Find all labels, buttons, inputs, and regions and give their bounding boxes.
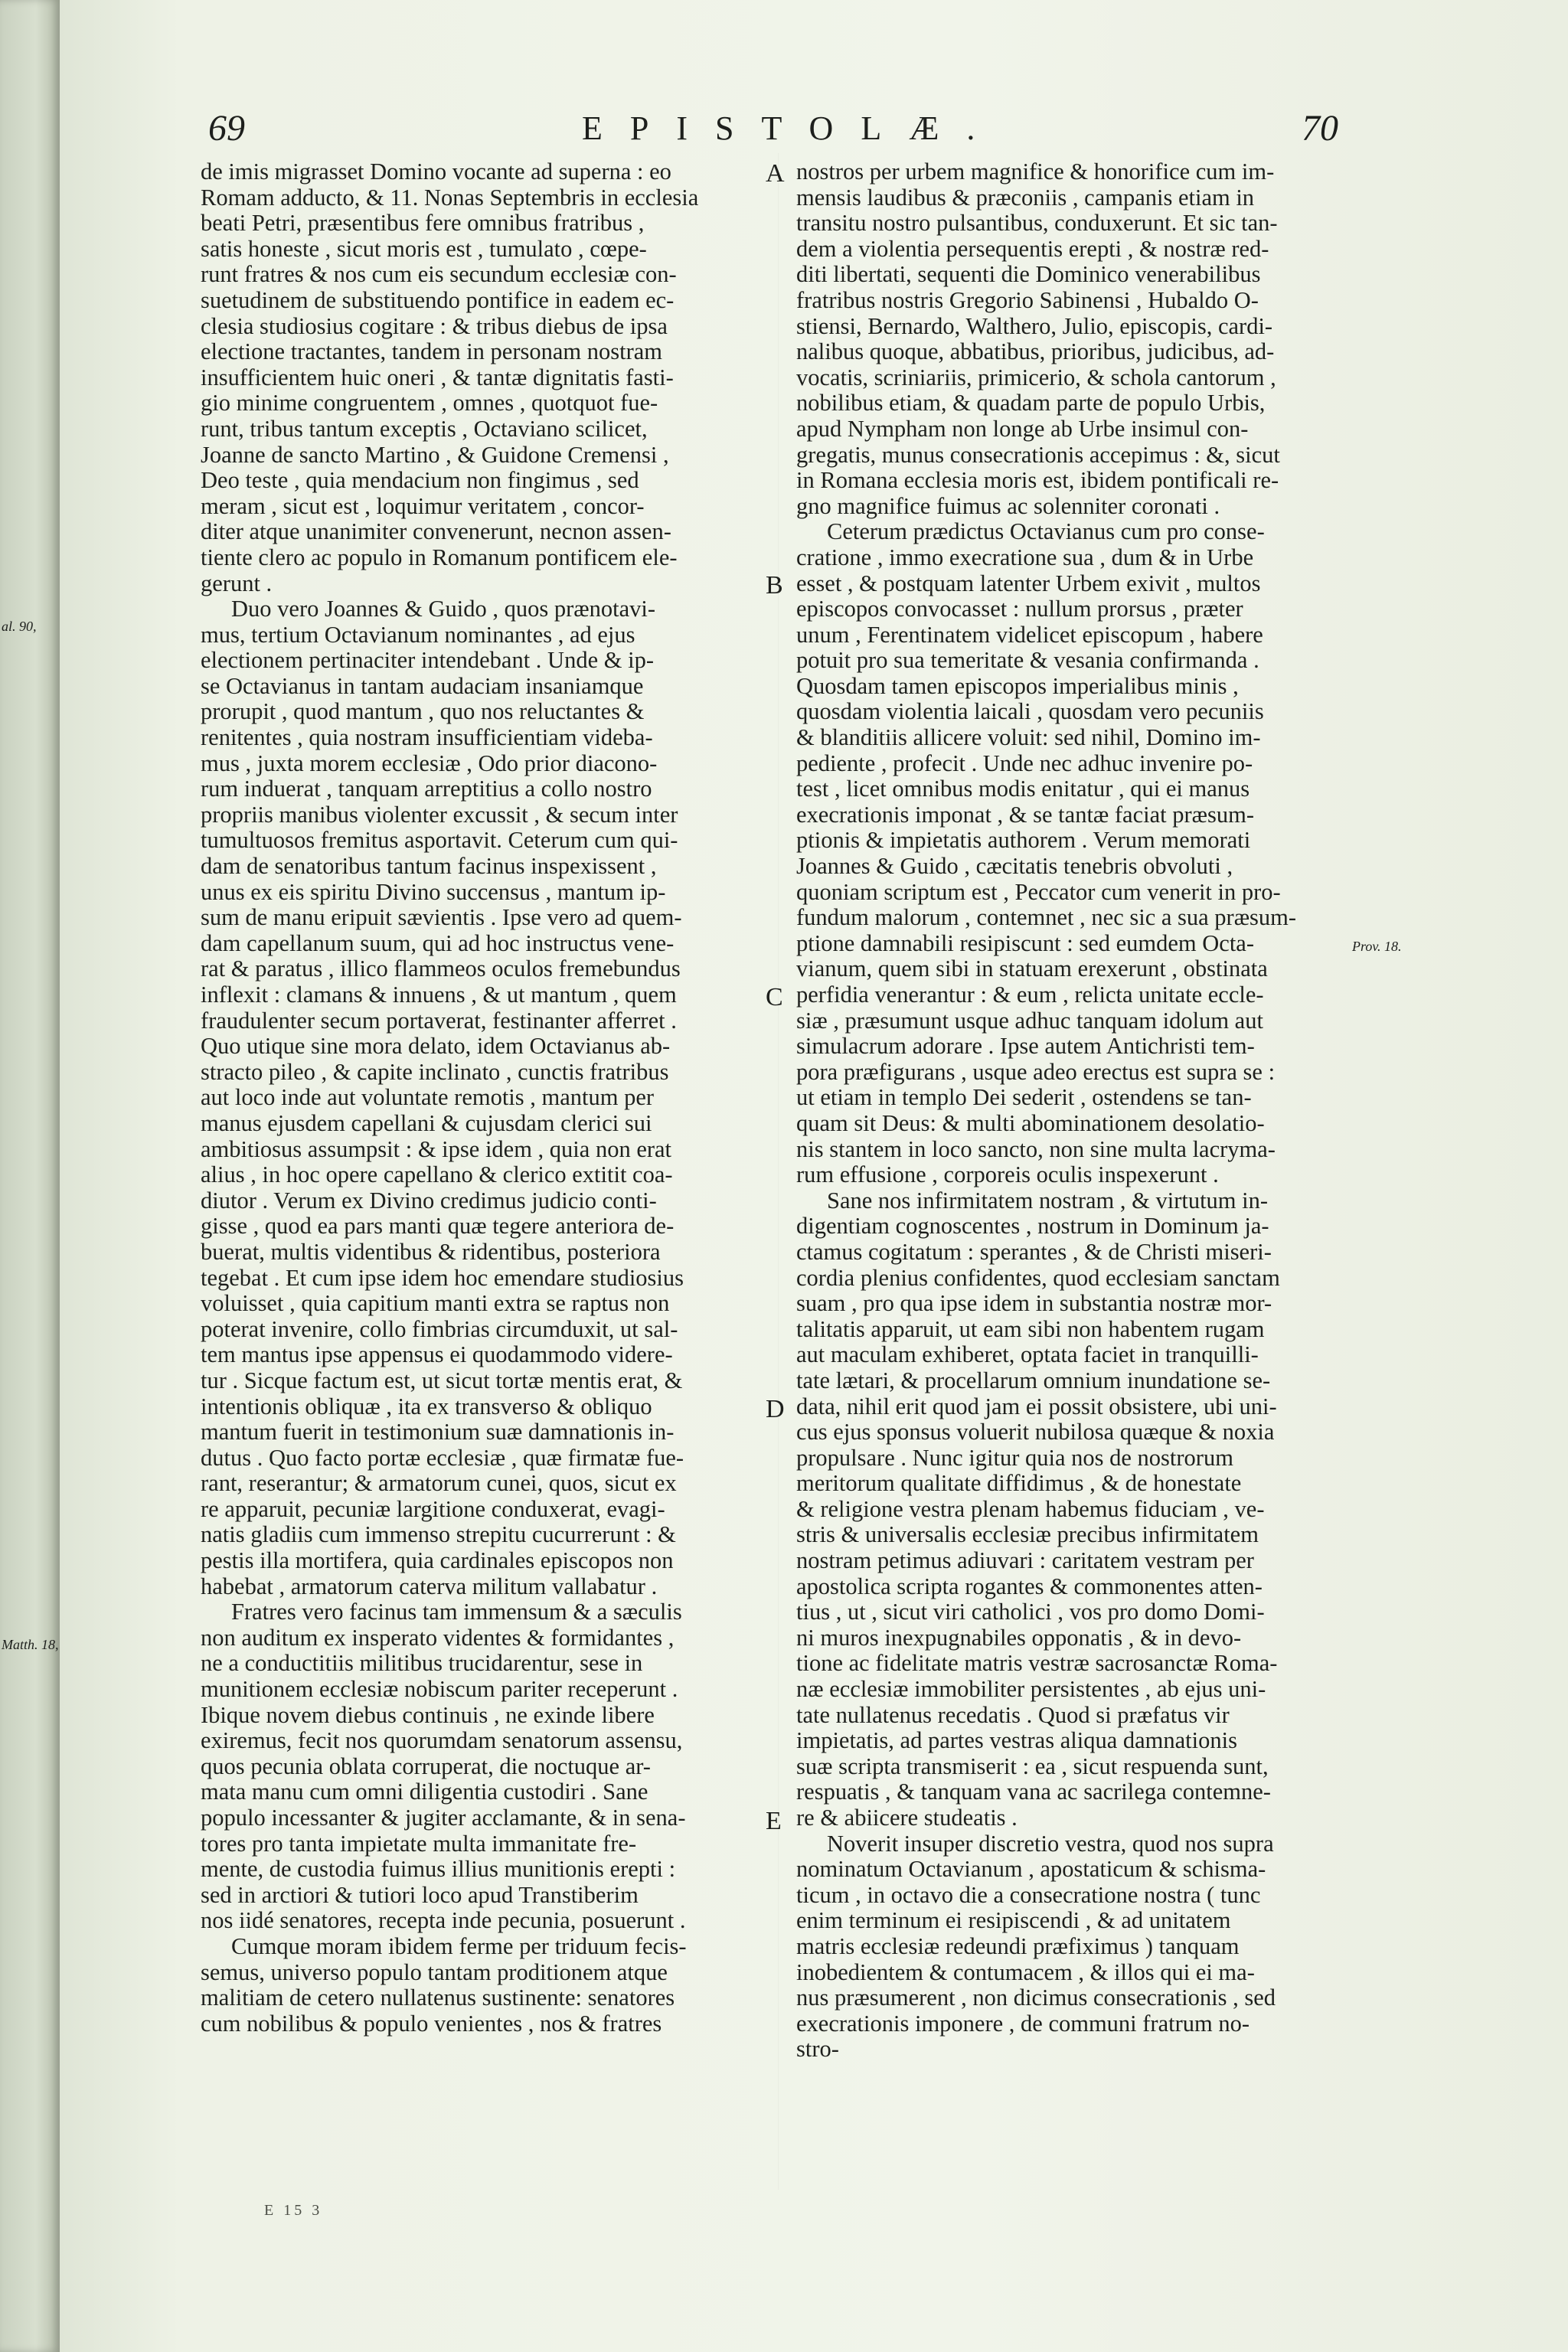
- text-line: unum , Ferentinatem videlicet episcopum , habere: [796, 622, 1263, 648]
- text-line: populo incessanter & jugiter acclamante, & in sena-: [201, 1805, 686, 1831]
- text-line: re & abiicere studeatis .: [796, 1805, 1018, 1831]
- text-line: mus, tertium Octavianum nominantes , ad ejus: [201, 622, 635, 648]
- text-line: cordia plenius confidentes, quod ecclesiam sanctam: [796, 1265, 1280, 1291]
- text-line: mantum fuerit in testimonium suæ damnationis in-: [201, 1419, 675, 1446]
- text-line: gregatis, munus consecrationis accepimus : &, sicut: [796, 442, 1280, 468]
- text-line: Ceterum prædictus Octavianus cum pro conse-: [827, 519, 1265, 545]
- text-line: suam , pro qua ipse idem in substantia nostræ mor-: [796, 1291, 1272, 1317]
- text-line: buerat, multis videntibus & ridentibus, posteriora: [201, 1239, 661, 1265]
- column-separator: [778, 153, 779, 2190]
- text-line: runt fratres & nos cum eis secundum ecclesiæ con-: [201, 262, 677, 288]
- text-line: nostram petimus adiuvari : caritatem vestram per: [796, 1548, 1254, 1574]
- text-line: suetudinem de substituendo pontifice in eadem ec-: [201, 287, 675, 313]
- text-line: tegebat . Et cum ipse idem hoc emendare studiosius: [201, 1265, 684, 1291]
- text-line: test , licet omnibus modis enitatur , qui ei manus: [796, 776, 1250, 802]
- text-line: næ ecclesiæ immobiliter persistentes , ab ejus uni-: [796, 1677, 1266, 1703]
- text-column-right: [796, 159, 1351, 2063]
- text-line: ni muros inexpugnabiles opponatis , & in devo-: [796, 1625, 1242, 1651]
- text-line: manus ejusdem capellani & cujusdam clerici sui: [201, 1110, 652, 1136]
- text-line: Romam adducto, & 11. Nonas Septembris in ecclesia: [201, 185, 699, 211]
- text-line: inobedientem & contumacem , & illos qui ei ma-: [796, 1959, 1255, 1985]
- section-marker-b: B: [766, 571, 783, 599]
- text-line: cus ejus sponsus voluerit nubilosa quæque & noxia: [796, 1419, 1275, 1446]
- text-line: vianum, quem sibi in statuam erexerunt , obstinata: [796, 956, 1268, 982]
- text-line: tumultuosos fremitus asportavit. Ceterum cum qui-: [201, 828, 678, 854]
- text-line: se Octavianus in tantam audaciam insaniamque: [201, 673, 644, 699]
- text-line: esset , & postquam latenter Urbem exivit , multos: [796, 570, 1261, 596]
- text-line: aut maculam exhiberet, optata faciet in tranquilli-: [796, 1342, 1259, 1368]
- text-line: habebat , armatorum caterva militum vallabatur .: [201, 1573, 658, 1599]
- text-line: vocatis, scriniariis, primicerio, & schola cantorum ,: [796, 364, 1276, 390]
- text-line: tur . Sicque factum est, ut sicut tortæ mentis erat, &: [201, 1367, 683, 1393]
- text-line: nus præsumerent , non dicimus consecrationis , sed: [796, 1985, 1276, 2011]
- text-line: Noverit insuper discretio vestra, quod nos supra: [827, 1831, 1274, 1857]
- text-line: munitionem ecclesiæ nobiscum pariter receperunt .: [201, 1677, 678, 1703]
- text-line: nominatum Octavianum , apostaticum & schisma-: [796, 1857, 1266, 1883]
- text-line: stris & universalis ecclesiæ precibus infirmitatem: [796, 1522, 1259, 1548]
- text-line: non auditum ex insperato videntes & formidantes ,: [201, 1625, 675, 1651]
- text-line: ctamus cogitatum : sperantes , & de Christi miseri-: [796, 1239, 1272, 1265]
- text-line: aut loco inde aut voluntate remotis , mantum per: [201, 1085, 655, 1111]
- text-line: cum nobilibus & populo venientes , nos & fratres: [201, 2011, 662, 2037]
- text-line: tius , ut , sicut viri catholici , vos pro domo Domi-: [796, 1599, 1265, 1625]
- text-line: insufficientem huic oneri , & tantæ dignitatis fasti-: [201, 364, 674, 390]
- text-line: dutus . Quo facto portæ ecclesiæ , quæ firmatæ fue-: [201, 1445, 684, 1471]
- text-line: rat & paratus , illico flammeos oculos fremebundus: [201, 956, 681, 982]
- text-line: prorupit , quod mantum , quo nos reluctantes &: [201, 699, 645, 725]
- text-line: gio minime congruentem , omnes , quotquot fue-: [201, 390, 658, 416]
- text-line: electione tractantes, tandem in personam nostram: [201, 339, 663, 365]
- text-line: digentiam cognoscentes , nostrum in Dominum ja-: [796, 1214, 1269, 1240]
- section-marker-a: A: [766, 159, 785, 188]
- text-line: semus, universo populo tantam proditionem atque: [201, 1959, 668, 1985]
- text-line: nalibus quoque, abbatibus, prioribus, judicibus, ad-: [796, 339, 1275, 365]
- text-line: natis gladiis cum immenso strepitu cucurrerunt : &: [201, 1522, 676, 1548]
- text-line: tione ac fidelitate matris vestræ sacrosanctæ Roma-: [796, 1651, 1278, 1677]
- text-line: stro-: [796, 2037, 839, 2063]
- text-line: quosdam violentia laicali , quosdam vero pecuniis: [796, 699, 1264, 725]
- text-line: gisse , quod ea pars manti quæ tegere anteriora de-: [201, 1214, 675, 1240]
- text-line: rum induerat , tanquam arreptitius a collo nostro: [201, 776, 652, 802]
- text-line: poterat invenire, collo fimbrias circumduxit, ut sal-: [201, 1316, 678, 1342]
- text-line: ut etiam in templo Dei sederit , ostendens se tan-: [796, 1085, 1252, 1111]
- margin-note-right: Prov. 18.: [1352, 939, 1402, 954]
- text-line: intentionis obliquæ , ita ex transverso & obliquo: [201, 1393, 652, 1419]
- text-line: renitentes , quia nostram insufficientiam videba-: [201, 725, 653, 751]
- text-line: rant, reserantur; & armatorum cunei, quos, sicut ex: [201, 1471, 677, 1497]
- text-line: sum de manu eripuit sævientis . Ipse vero ad quem-: [201, 905, 682, 931]
- text-line: meritorum qualitate diffidimus , & de honestate: [796, 1471, 1242, 1497]
- text-line: tate nullatenus recedatis . Quod si præfatus vir: [796, 1702, 1230, 1728]
- text-line: matris ecclesiæ redeundi præfiximus ) tanquam: [796, 1933, 1240, 1959]
- text-line: propriis manibus violenter excussit , & secum inter: [201, 802, 678, 828]
- text-line: nos iidé senatores, recepta inde pecunia, posuerunt .: [201, 1908, 686, 1934]
- text-line: dem a violentia persequentis erepti , & nostræ red-: [796, 236, 1269, 262]
- text-column-left: [201, 159, 776, 2037]
- text-line: mente, de custodia fuimus illius munitionis erepti :: [201, 1857, 676, 1883]
- margin-note-left-bottom: Matth. 18,: [2, 1637, 59, 1652]
- running-title: EPISTOLÆ.: [582, 109, 1003, 147]
- text-line: impietatis, ad partes vestras aliqua damnationis: [796, 1728, 1237, 1754]
- section-marker-c: C: [766, 983, 783, 1011]
- text-line: Quosdam tamen episcopos imperialibus minis ,: [796, 673, 1239, 699]
- text-line: propulsare . Nunc igitur quia nos de nostrorum: [796, 1445, 1233, 1471]
- text-line: Ibique novem diebus continuis , ne exinde libere: [201, 1702, 655, 1728]
- text-line: Sane nos infirmitatem nostram , & virtutum in-: [827, 1187, 1269, 1214]
- text-line: ticum , in octavo die a consecratione nostra ( tunc: [796, 1882, 1261, 1908]
- text-line: in Romana ecclesia moris est, ibidem pontificali re-: [796, 468, 1279, 494]
- text-line: voluisset , quia capitium manti extra se raptus non: [201, 1291, 670, 1317]
- text-line: ambitiosus assumpsit : & ipse idem , quia non erat: [201, 1136, 672, 1162]
- text-line: sed in arctiori & tutiori loco apud Transtiberim: [201, 1882, 639, 1908]
- section-marker-d: D: [766, 1395, 785, 1423]
- text-line: Joannes & Guido , cæcitatis tenebris obvoluti ,: [796, 854, 1233, 880]
- text-line: dam capellanum suum, qui ad hoc instructus vene-: [201, 930, 675, 956]
- text-line: enim terminum ei resipiscendi , & ad unitatem: [796, 1908, 1231, 1934]
- text-line: Fratres vero facinus tam immensum & a sæculis: [231, 1599, 682, 1625]
- section-marker-e: E: [766, 1807, 782, 1835]
- text-line: & religione vestra plenam habemus fiduciam , ve-: [796, 1496, 1265, 1522]
- text-line: ne a conductitiis militibus trucidarentur, sese in: [201, 1651, 643, 1677]
- text-line: ptione damnabili resipiscunt : sed eumdem Octa-: [796, 930, 1254, 956]
- text-line: malitiam de cetero nullatenus sustinente: senatores: [201, 1985, 675, 2011]
- text-line: alius , in hoc opere capellano & clerico extitit coa-: [201, 1162, 673, 1188]
- text-line: nobilibus etiam, & quadam parte de populo Urbis,: [796, 390, 1266, 416]
- text-line: perfidia venerantur : & eum , relicta unitate eccle-: [796, 982, 1264, 1008]
- page-number-right: 70: [1302, 108, 1338, 149]
- text-line: mensis laudibus & præconiis , campanis etiam in: [796, 185, 1255, 211]
- text-line: exiremus, fecit nos quorumdam senatorum assensu,: [201, 1728, 683, 1754]
- text-line: clesia studiosius cogitare : & tribus diebus de ipsa: [201, 313, 668, 339]
- text-line: respuatis , & tanquam vana ac sacrilega contemne-: [796, 1779, 1271, 1805]
- text-line: fraudulenter secum portaverat, festinanter afferret .: [201, 1008, 677, 1034]
- text-line: tate lætari, & procellarum omnium inundatione se-: [796, 1367, 1271, 1393]
- text-line: dam de senatoribus tantum facinus inspexissent ,: [201, 854, 657, 880]
- text-line: diti libertati, sequenti die Dominico venerabilibus: [796, 262, 1261, 288]
- text-line: inflexit : clamans & innuens , & ut mantum , quem: [201, 982, 677, 1008]
- text-line: Duo vero Joannes & Guido , quos prænotavi-: [231, 596, 656, 622]
- text-line: fratribus nostris Gregorio Sabinensi , Hubaldo O-: [796, 287, 1259, 313]
- text-line: pediente , profecit . Unde nec adhuc invenire po-: [796, 750, 1253, 776]
- text-line: quos pecunia oblata corruperat, die noctuque ar-: [201, 1753, 651, 1779]
- text-line: execrationis imponere , de communi fratrum no-: [796, 2011, 1250, 2037]
- text-line: data, nihil erit quod jam ei possit obsistere, ubi uni-: [796, 1393, 1277, 1419]
- text-line: electionem pertinaciter intendebant . Unde & ip-: [201, 648, 654, 674]
- text-line: simulacrum adorare . Ipse autem Antichristi tem-: [796, 1034, 1255, 1060]
- text-line: quam sit Deus: & multi abominationem desolatio-: [796, 1110, 1265, 1136]
- text-line: runt, tribus tantum exceptis , Octaviano scilicet,: [201, 416, 648, 442]
- text-line: rum effusione , corporeis oculis inspexerunt .: [796, 1162, 1219, 1188]
- text-line: episcopos convocasset : nullum prorsus , præter: [796, 596, 1243, 622]
- text-line: stracto pileo , & capite inclinato , cunctis fratribus: [201, 1059, 669, 1085]
- text-line: beati Petri, præsentibus fere omnibus fratribus ,: [201, 211, 645, 237]
- text-line: Quo utique sine mora delato, idem Octavianus ab-: [201, 1034, 671, 1060]
- text-line: ptionis & impietatis authorem . Verum memorati: [796, 828, 1251, 854]
- page-number-left: 69: [208, 108, 245, 149]
- text-line: mus , juxta morem ecclesiæ , Odo prior diacono-: [201, 750, 658, 776]
- text-line: gno magnifice fuimus ac solenniter coronati .: [796, 493, 1220, 519]
- text-line: nostros per urbem magnifice & honorifice cum im-: [796, 159, 1275, 185]
- margin-note-left-top: al. 90,: [2, 619, 37, 634]
- text-line: gerunt .: [201, 570, 273, 596]
- text-line: Deo teste , quia mendacium non fingimus , sed: [201, 468, 639, 494]
- text-line: Joanne de sancto Martino , & Guidone Cremensi ,: [201, 442, 669, 468]
- book-gutter: [0, 0, 60, 2352]
- text-line: potuit pro sua temeritate & vesania confirmanda .: [796, 648, 1259, 674]
- page-header: [0, 107, 1568, 161]
- text-line: stiensi, Bernardo, Walthero, Julio, episcopis, cardi-: [796, 313, 1273, 339]
- footer-mark: E 15 3: [264, 2202, 323, 2219]
- text-line: quoniam scriptum est , Peccator cum venerit in pro-: [796, 879, 1281, 905]
- text-line: satis honeste , sicut moris est , tumulato , cœpe-: [201, 236, 647, 262]
- text-line: fundum malorum , contemnet , nec sic a sua præsum-: [796, 905, 1297, 931]
- text-line: mata manu cum omni diligentia custodiri . Sane: [201, 1779, 648, 1805]
- text-line: cratione , immo execratione sua , dum & in Urbe: [796, 544, 1254, 570]
- text-line: diter atque unanimiter convenerunt, necnon assen-: [201, 519, 671, 545]
- text-line: & blanditiis allicere voluit: sed nihil, Domino im-: [796, 725, 1261, 751]
- text-line: meram , sicut est , loquimur veritatem , concor-: [201, 493, 645, 519]
- text-line: apostolica scripta rogantes & commonentes atten-: [796, 1573, 1263, 1599]
- text-line: tores pro tanta impietate multa immanitate fre-: [201, 1831, 637, 1857]
- text-line: transitu nostro pulsantibus, conduxerunt. Et sic tan-: [796, 211, 1278, 237]
- text-line: nis stantem in loco sancto, non sine multa lacryma-: [796, 1136, 1276, 1162]
- text-line: execrationis imponat , & se tantæ faciat præsum-: [796, 802, 1254, 828]
- text-line: suæ scripta transmiserit : ea , sicut respuenda sunt,: [796, 1753, 1269, 1779]
- text-line: tem mantus ipse appensus ei quodammodo videre-: [201, 1342, 673, 1368]
- text-line: unus ex eis spiritu Divino succensus , mantum ip-: [201, 879, 666, 905]
- text-line: de imis migrasset Domino vocante ad superna : eo: [201, 159, 671, 185]
- text-line: talitatis apparuit, ut eam sibi non habentem rugam: [796, 1316, 1265, 1342]
- text-line: diutor . Verum ex Divino credimus judicio conti-: [201, 1187, 657, 1214]
- text-line: tiente clero ac populo in Romanum pontificem ele-: [201, 544, 678, 570]
- text-line: pora præfigurans , usque adeo erectus est supra se :: [796, 1059, 1276, 1085]
- text-line: re apparuit, pecuniæ largitione conduxerat, evagi-: [201, 1496, 665, 1522]
- text-line: siæ , præsumunt usque adhuc tanquam idolum aut: [796, 1008, 1263, 1034]
- text-line: apud Nympham non longe ab Urbe insimul con-: [796, 416, 1249, 442]
- text-line: pestis illa mortifera, quia cardinales episcopos non: [201, 1548, 674, 1574]
- text-line: Cumque moram ibidem ferme per triduum fecis-: [231, 1933, 687, 1959]
